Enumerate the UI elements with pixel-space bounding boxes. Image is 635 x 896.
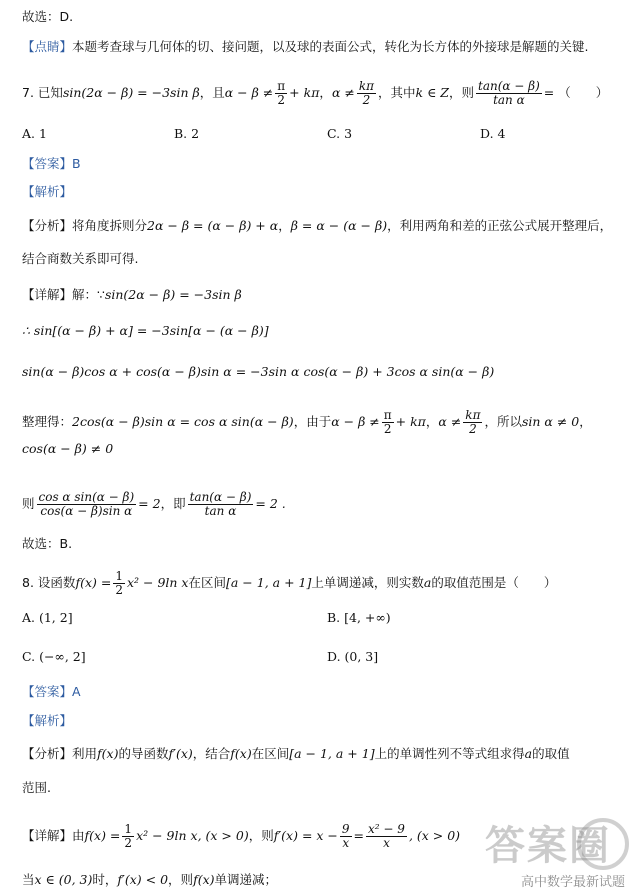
- fraction: [476, 80, 542, 107]
- fraction-num: kπ: [465, 408, 481, 422]
- analysis-text: ，结合: [192, 746, 231, 761]
- q7-math: + kπ: [289, 85, 320, 100]
- tip-line: [22, 39, 627, 55]
- analysis-math: 2α − β = (α − β) + α: [147, 218, 279, 233]
- analysis-math: a: [524, 746, 533, 761]
- watermark-logo-text: 答案圈: [485, 823, 611, 869]
- analysis-text: 将角度拆则分: [72, 218, 148, 233]
- answer-7: 【答案】B: [22, 156, 81, 171]
- fraction-den: tan α: [204, 504, 237, 518]
- conclusion-text: 故选：D.: [22, 9, 74, 24]
- q8-text: 上单调递减，则实数: [311, 575, 424, 590]
- analysis-math: f(x): [97, 746, 119, 761]
- detail-text: ，即: [160, 496, 186, 511]
- q8-option-b: B. [4, +∞): [327, 610, 391, 625]
- detail-math: sin α ≠ 0: [521, 414, 580, 429]
- fraction-num: cos α sin(α − β): [38, 490, 135, 504]
- q8-text: 的取值范围是（ ）: [431, 575, 557, 590]
- analysis-tag: 【分析】: [22, 746, 73, 761]
- q8-option-c: C. (−∞, 2]: [22, 649, 86, 664]
- fraction-num: kπ: [358, 79, 374, 93]
- detail-math: = 2: [138, 496, 161, 511]
- fraction-num: 1: [115, 569, 123, 583]
- q8-number: 8.: [22, 575, 34, 590]
- detail-math: α − β ≠: [331, 414, 380, 429]
- watermark-caption: 高中数学最新试题: [520, 875, 625, 890]
- detail-math: sin(2α − β) = −3sin β: [104, 287, 242, 302]
- detail-math: = 2 .: [255, 496, 286, 511]
- q7-text: ，则: [448, 85, 474, 100]
- detail-8-line1: [22, 823, 627, 850]
- q7-option-a: A. 1: [22, 126, 47, 141]
- fraction: [340, 823, 352, 850]
- detail-text: ，则: [248, 828, 274, 843]
- q8-option-d: D. (0, 3]: [327, 649, 379, 664]
- fraction-den: tan α: [493, 93, 525, 107]
- fraction: [113, 570, 125, 597]
- q7-text: 已知: [37, 85, 63, 100]
- q8-math: [a − 1, a + 1]: [226, 575, 312, 590]
- detail-math: x² − 9ln x, (x > 0): [136, 828, 249, 843]
- detail-math: 2cos(α − β)sin α = cos α sin(α − β): [72, 414, 294, 429]
- detail-text: ，由于: [293, 414, 332, 429]
- q7-option-b: B. 2: [174, 126, 200, 141]
- detail-math: + kπ: [395, 414, 426, 429]
- detail-text: 整理得：: [22, 414, 73, 429]
- fraction-den: 2: [362, 93, 371, 107]
- conclusion-line: [22, 9, 627, 25]
- detail-text: ，: [579, 414, 592, 429]
- detail-text: 当: [22, 872, 35, 887]
- detail-text: ，则: [168, 872, 194, 887]
- fraction-num: tan(α − β): [478, 79, 540, 93]
- fraction-den: x: [342, 836, 350, 850]
- analysis-math: β = α − (α − β): [290, 218, 388, 233]
- analysis-math: f′(x): [168, 746, 193, 761]
- analysis-8-line2: 范围.: [22, 780, 51, 795]
- detail-7-step4: cos(α − β) ≠ 0: [22, 441, 114, 456]
- analysis-header-7: 【解析】: [22, 184, 73, 199]
- detail-8-line2: [22, 872, 627, 888]
- q8-math: f(x) =: [75, 575, 112, 590]
- detail-math: x ∈ (0, 3): [34, 872, 93, 887]
- analysis-text: 的导函数: [118, 746, 169, 761]
- fraction-num: π: [383, 408, 392, 422]
- question-7: [22, 80, 627, 107]
- answer-8: 【答案】A: [22, 684, 81, 699]
- analysis-text: 在区间: [251, 746, 290, 761]
- detail-math: f(x): [193, 872, 215, 887]
- detail-7-line1: [22, 287, 627, 303]
- fraction-num: π: [277, 79, 286, 93]
- q7-option-c: C. 3: [327, 126, 353, 141]
- question-8: [22, 570, 627, 597]
- fraction-den: 2: [383, 422, 392, 436]
- analysis-text: ，: [278, 218, 291, 233]
- fraction-den: cos(α − β)sin α: [40, 504, 133, 518]
- fraction-num: 1: [124, 822, 133, 836]
- q8-text: 设函数: [37, 575, 76, 590]
- detail-math: =: [353, 828, 365, 843]
- detail-7-step1: ∴ sin[(α − β) + α] = −3sin[α − (α − β)]: [22, 323, 269, 338]
- tip-tag: 【点睛】: [22, 39, 73, 54]
- q7-option-d: D. 4: [480, 126, 506, 141]
- fraction: [37, 491, 137, 518]
- analysis-7-line1: [22, 218, 627, 234]
- analysis-text: 利用: [72, 746, 98, 761]
- fraction: [122, 823, 134, 850]
- fraction-num: tan(α − β): [189, 490, 252, 504]
- detail-text: 单调递减；: [214, 872, 278, 887]
- detail-math: f′(x) = x −: [273, 828, 338, 843]
- fraction-den: 2: [124, 836, 133, 850]
- q7-math: sin(2α − β) = −3sin β: [62, 85, 200, 100]
- detail-7-step5: [22, 491, 627, 518]
- analysis-8-line1: [22, 746, 627, 762]
- fraction-den: 2: [469, 422, 477, 436]
- detail-tag: 【详解】: [22, 828, 73, 843]
- fraction: [382, 409, 394, 436]
- fraction-den: x: [383, 836, 390, 850]
- analysis-math: f(x): [230, 746, 252, 761]
- detail-math: f(x) =: [84, 828, 121, 843]
- detail-7-step3: [22, 409, 627, 436]
- fraction-den: 2: [277, 93, 286, 107]
- fraction: [275, 80, 287, 107]
- q7-math: α ≠: [331, 85, 355, 100]
- q7-text: ，且: [199, 85, 225, 100]
- analysis-header-8: 【解析】: [22, 713, 73, 728]
- conclusion-7: 故选：B.: [22, 536, 73, 551]
- fraction: [188, 491, 254, 518]
- q8-option-a: A. (1, 2]: [22, 610, 73, 625]
- fraction-num: 9: [341, 822, 350, 836]
- detail-math: , (x > 0): [408, 828, 461, 843]
- detail-text: 则: [22, 496, 35, 511]
- detail-text: ，所以: [484, 414, 522, 429]
- detail-math: f′(x) < 0: [117, 872, 169, 887]
- fraction: [366, 823, 407, 850]
- detail-text: 时，: [92, 872, 118, 887]
- q8-math: a: [423, 575, 432, 590]
- fraction-den: 2: [115, 583, 123, 597]
- fraction-num: x² − 9: [368, 822, 405, 836]
- analysis-text: ，利用两角和差的正弦公式展开整理后，: [387, 218, 613, 233]
- analysis-7-line2: 结合商数关系即可得.: [22, 251, 139, 266]
- q8-text: 在区间: [188, 575, 226, 590]
- q7-number: 7.: [22, 85, 34, 100]
- detail-text: ，: [425, 414, 439, 429]
- analysis-math: [a − 1, a + 1]: [289, 746, 375, 761]
- analysis-text: 的取值: [532, 746, 570, 761]
- detail-tag: 【详解】: [22, 287, 73, 302]
- q7-math: α − β ≠: [224, 85, 274, 100]
- tip-text: 本题考查球与几何体的切、接问题，以及球的表面公式，转化为长方体的外接球是解题的关键.: [72, 39, 589, 54]
- analysis-tag: 【分析】: [22, 218, 73, 233]
- detail-text: 解：∵: [72, 287, 105, 302]
- fraction: [357, 80, 376, 107]
- q7-text: ，: [319, 85, 332, 100]
- fraction: [463, 409, 482, 436]
- detail-7-step2: sin(α − β)cos α + cos(α − β)sin α = −3sin α cos(α − β) + 3cos α sin(α − β): [22, 364, 495, 379]
- detail-text: 由: [72, 828, 85, 843]
- analysis-text: 上的单调性列不等式组求得: [374, 746, 525, 761]
- q7-text: = （ ）: [543, 85, 609, 100]
- q7-math: k ∈ Z: [415, 85, 449, 100]
- q7-text: ，其中: [378, 85, 416, 100]
- q8-math: x² − 9ln x: [126, 575, 189, 590]
- detail-math: α ≠: [438, 414, 462, 429]
